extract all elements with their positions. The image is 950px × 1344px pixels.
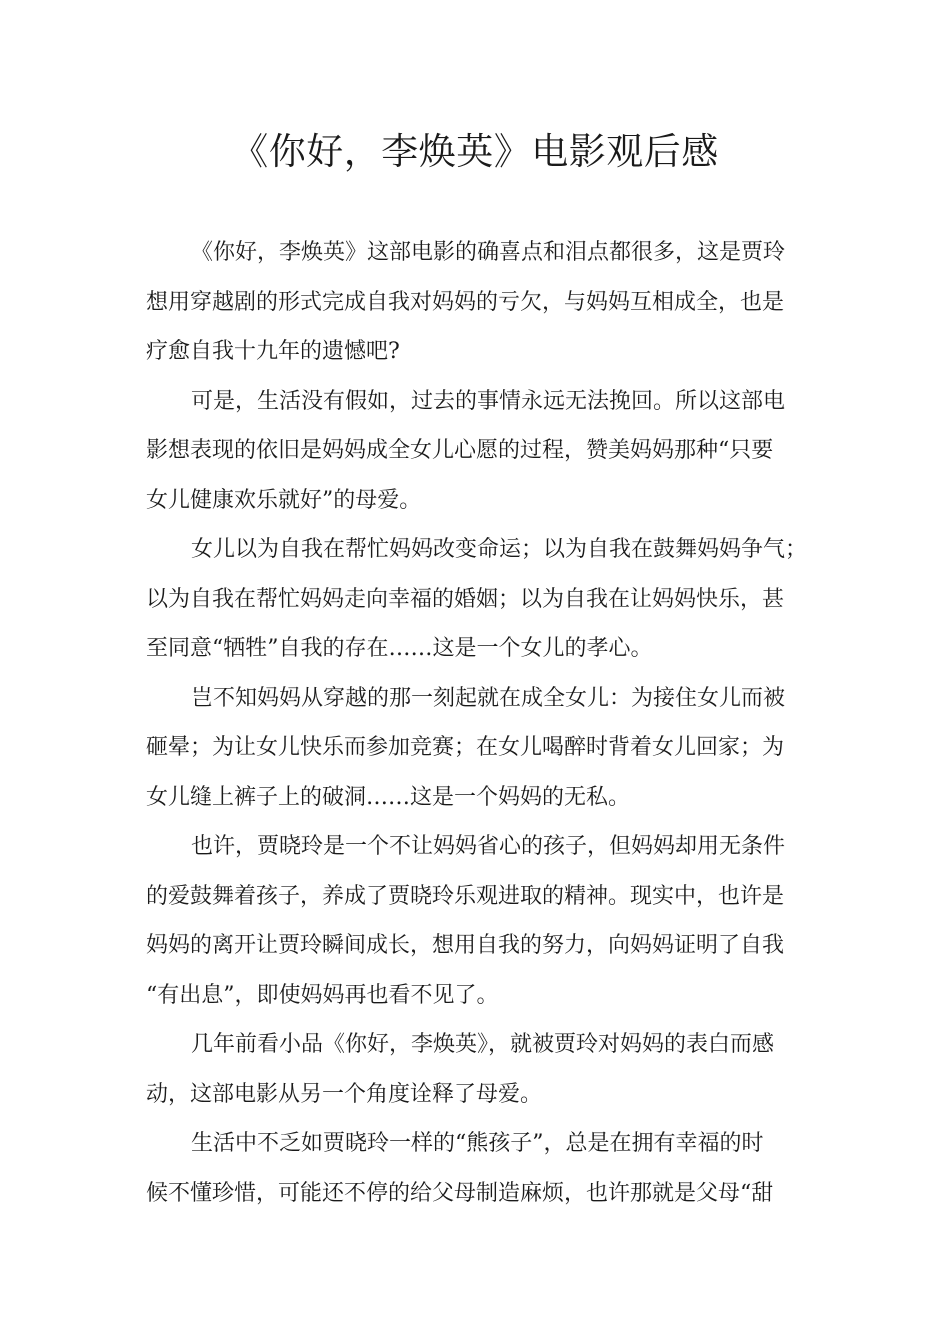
paragraph-first-line: 女儿以为自我在帮忙妈妈改变命运；以为自我在鼓舞妈妈争气； xyxy=(191,537,808,562)
paragraph-line: 砸晕；为让女儿快乐而参加竞赛；在女儿喝醉时背着女儿回家；为 xyxy=(146,735,785,760)
paragraph-first-line: 《你好，李焕英》这部电影的确喜点和泪点都很多，这是贾玲 xyxy=(191,240,786,265)
paragraph-first-line: 几年前看小品《你好，李焕英》，就被贾玲对妈妈的表白而感 xyxy=(191,1032,775,1057)
paragraph-line: 女儿缝上裤子上的破洞……这是一个妈妈的无私。 xyxy=(146,784,631,810)
paragraph-line: 以为自我在帮忙妈妈走向幸福的婚姻；以为自我在让妈妈快乐，甚 xyxy=(146,586,785,612)
paragraph-line: 妈妈的离开让贾玲瞬间成长，想用自我的努力，向妈妈证明了自我 xyxy=(146,933,785,958)
paragraph-line: “有出息”，即使妈妈再也看不见了。 xyxy=(146,982,499,1008)
paragraph-first-line: 岂不知妈妈从穿越的那一刻起就在成全女儿：为接住女儿而被 xyxy=(191,685,786,711)
paragraph-line: 女儿健康欢乐就好”的母爱。 xyxy=(146,487,422,513)
paragraph-line: 的爱鼓舞着孩子，养成了贾晓玲乐观进取的精神。现实中，也许是 xyxy=(146,883,785,909)
paragraph-line: 想用穿越剧的形式完成自我对妈妈的亏欠，与妈妈互相成全，也是 xyxy=(146,289,785,315)
paragraph-first-line: 生活中不乏如贾晓玲一样的“熊孩子”，总是在拥有幸福的时 xyxy=(191,1131,764,1156)
document-title: 《你好，李焕英》电影观后感 xyxy=(231,130,719,173)
paragraph-line: 疗愈自我十九年的遗憾吧? xyxy=(146,339,400,364)
paragraph-line: 动，这部电影从另一个角度诠释了母爱。 xyxy=(146,1081,543,1107)
paragraph-line: 影想表现的依旧是妈妈成全女儿心愿的过程，赞美妈妈那种“只要 xyxy=(146,438,774,463)
paragraph-line: 至同意“牺牲”自我的存在……这是一个女儿的孝心。 xyxy=(146,636,653,661)
paragraph-line: 候不懂珍惜，可能还不停的给父母制造麻烦，也许那就是父母“甜 xyxy=(146,1180,774,1206)
paragraph-first-line: 也许，贾晓玲是一个不让妈妈省心的孩子，但妈妈却用无条件 xyxy=(191,834,786,859)
document-body xyxy=(146,228,806,1218)
paragraph-first-line: 可是，生活没有假如，过去的事情永远无法挽回。所以这部电 xyxy=(191,388,786,414)
